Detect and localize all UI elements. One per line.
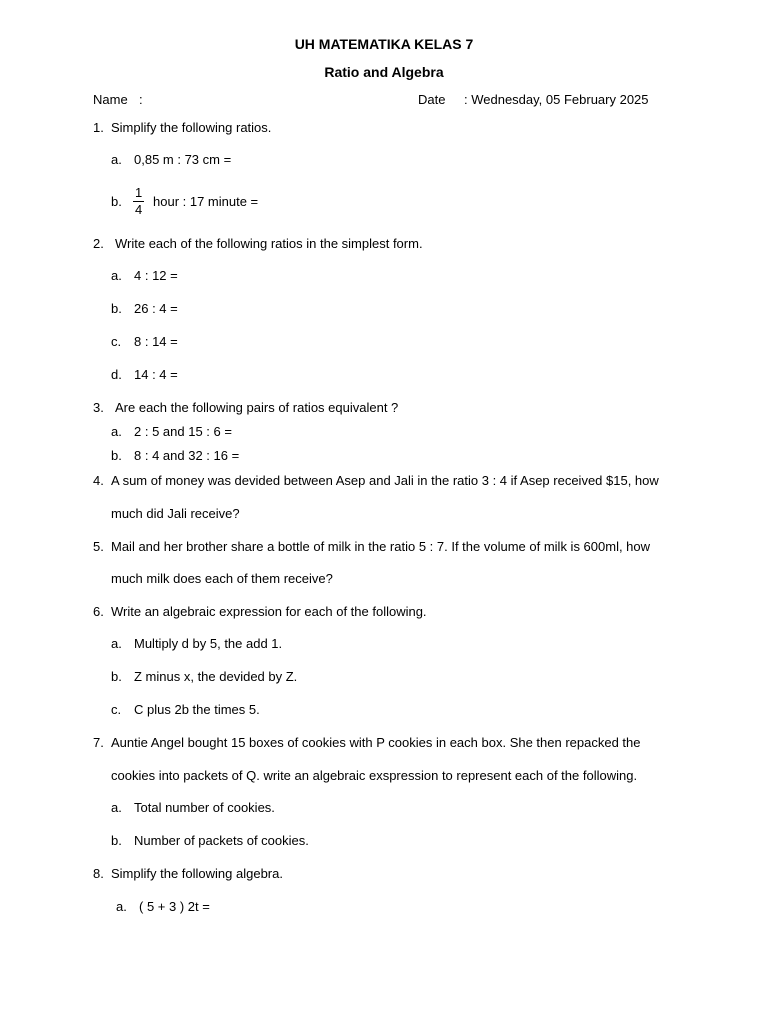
item-text: 0,85 m : 73 cm = xyxy=(134,152,232,167)
item-text: 8 : 4 and 32 : 16 = xyxy=(134,448,240,463)
item-text: Z minus x, the devided by Z. xyxy=(134,669,298,684)
item-letter: c. xyxy=(111,702,122,717)
item-text: 4 : 12 = xyxy=(134,268,178,283)
item-text: 14 : 4 = xyxy=(134,367,178,382)
item-text: 26 : 4 = xyxy=(134,301,178,316)
name-colon: : xyxy=(139,92,143,107)
item-letter: b. xyxy=(111,301,122,316)
question-text: Simplify the following ratios. xyxy=(111,120,272,135)
fraction-denominator: 4 xyxy=(135,202,143,217)
question-number: 6. xyxy=(93,604,104,619)
name-label: Name xyxy=(93,92,128,107)
question-text-line-2: much did Jali receive? xyxy=(111,506,240,521)
question-number: 4. xyxy=(93,473,104,488)
item-letter: a. xyxy=(111,800,122,815)
item-letter: b. xyxy=(111,833,122,848)
date-value: : Wednesday, 05 February 2025 xyxy=(464,92,649,107)
question-text: Are each the following pairs of ratios equivalent ? xyxy=(115,400,399,415)
question-text: Write each of the following ratios in the simplest form. xyxy=(115,236,423,251)
item-letter: a. xyxy=(111,152,122,167)
question-number: 3. xyxy=(93,400,104,415)
question-text-line-2: much milk does each of them receive? xyxy=(111,571,333,586)
question-text: Write an algebraic expression for each of the following. xyxy=(111,604,427,619)
document-title: UH MATEMATIKA KELAS 7 xyxy=(294,36,474,52)
date-label: Date xyxy=(418,92,446,107)
fraction-numerator: 1 xyxy=(135,185,143,200)
question-text-line-1: Mail and her brother share a bottle of milk in the ratio 5 : 7. If the volume of milk is 600ml, how xyxy=(111,539,651,554)
question-number: 8. xyxy=(93,866,104,881)
item-letter: b. xyxy=(111,448,122,463)
fraction-one-quarter xyxy=(133,186,144,217)
question-text-line-1: A sum of money was devided between Asep and Jali in the ratio 3 : 4 if Asep received $15, how xyxy=(111,473,659,488)
document-subtitle: Ratio and Algebra xyxy=(324,64,444,80)
item-text: 2 : 5 and 15 : 6 = xyxy=(134,424,232,439)
item-text: ( 5 + 3 ) 2t = xyxy=(139,899,210,914)
item-text: Multiply d by 5, the add 1. xyxy=(134,636,283,651)
item-letter: b. xyxy=(111,669,122,684)
item-letter: d. xyxy=(111,367,122,382)
question-text: Simplify the following algebra. xyxy=(111,866,283,881)
item-text: hour : 17 minute = xyxy=(153,194,259,209)
item-text: C plus 2b the times 5. xyxy=(134,702,260,717)
item-letter: b. xyxy=(111,194,122,209)
item-letter: a. xyxy=(111,424,122,439)
item-text: Number of packets of cookies. xyxy=(134,833,309,848)
question-number: 2. xyxy=(93,236,104,251)
question-number: 5. xyxy=(93,539,104,554)
item-text: 8 : 14 = xyxy=(134,334,178,349)
question-number: 7. xyxy=(93,735,104,750)
item-text: Total number of cookies. xyxy=(134,800,275,815)
item-letter: c. xyxy=(111,334,122,349)
item-letter: a. xyxy=(116,899,127,914)
item-letter: a. xyxy=(111,636,122,651)
question-text-line-1: Auntie Angel bought 15 boxes of cookies with P cookies in each box. She then repacked the xyxy=(111,735,641,750)
item-letter: a. xyxy=(111,268,122,283)
question-text-line-2: cookies into packets of Q. write an algebraic exspression to represent each of the following. xyxy=(111,768,638,783)
question-number: 1. xyxy=(93,120,104,135)
